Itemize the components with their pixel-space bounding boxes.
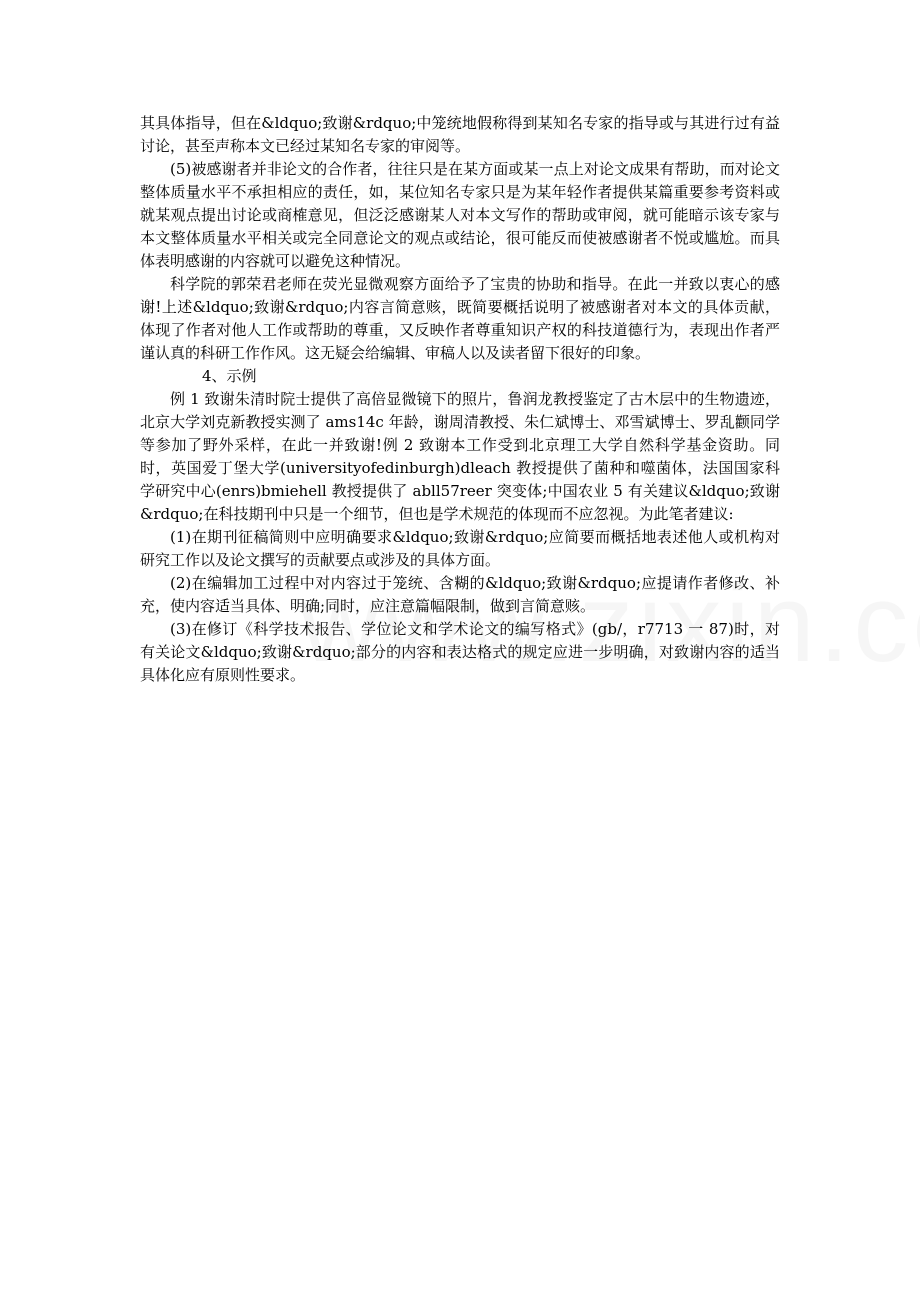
paragraph-suggestion-2: (2)在编辑加工过程中对内容过于笼统、含糊的&ldquo;致谢&rdquo;应提请作者修改、补充，使内容适当具体、明确;同时，应注意篇幅限制，做到言简意赅。 [140, 574, 780, 615]
paragraph-continuation: 其具体指导，但在&ldquo;致谢&rdquo;中笼统地假称得到某知名专家的指导或与其进行过有益讨论，甚至声称本文已经过某知名专家的审阅等。 [140, 114, 780, 155]
paragraph-suggestion-3: (3)在修订《科学技术报告、学位论文和学术论文的编写格式》(gb/，r7713 一 87)时，对有关论文&ldquo;致谢&rdquo;部分的内容和表达格式的规定应进一步明确，对致谢内容的适当具体化应有原则性要求。 [140, 620, 780, 684]
paragraph-suggestion-1: (1)在期刊征稿简则中应明确要求&ldquo;致谢&rdquo;应简要而概括地表述他人或机构对研究工作以及论文撰写的贡献要点或涉及的具体方面。 [140, 528, 780, 569]
section-heading-examples: 4、示例 [202, 367, 257, 385]
paragraph-acknowledgement-comment: 科学院的郭荣君老师在荧光显微观察方面给予了宝贵的协助和指导。在此一并致以衷心的感谢!上述&ldquo;致谢&rdquo;内容言简意赅，既简要概括说明了被感谢者对本文的具体贡献，体现了作者对他人工作或帮助的尊重，又反映作者尊重知识产权的科技道德行为，表现出作者严谨认真的科研工作作风。这无疑会给编辑、审稿人以及读者留下很好的印象。 [140, 275, 780, 362]
document-body [140, 112, 780, 687]
paragraph-item-5: (5)被感谢者并非论文的合作者，往往只是在某方面或某一点上对论文成果有帮助，而对论文整体质量水平不承担相应的责任，如，某位知名专家只是为某年轻作者提供某篇重要参考资料或就某观点提出讨论或商榷意见，但泛泛感谢某人对本文写作的帮助或审阅，就可能暗示该专家与本文整体质量水平相关或完全同意论文的观点或结论，很可能反而使被感谢者不悦或尴尬。而具体表明感谢的内容就可以避免这种情况。 [140, 160, 780, 270]
paragraph-examples: 例 1 致谢朱清时院士提供了高倍显微镜下的照片，鲁润龙教授鉴定了古木层中的生物遗迹，北京大学刘克新教授实测了 ams14c 年龄，谢周清教授、朱仁斌博士、邓雪斌博士、罗乱颧同学等参加了野外采样，在此一并致谢!例 2 致谢本工作受到北京理工大学自然科学基金资助。同时，英国爱丁堡大学(universityofedinburgh)dleach 教授提供了菌种和噬菌体，法国国家科学研究中心(enrs)bmiehell 教授提供了 abll57reer 突变体;中国农业 5 有关建议&ldquo;致谢&rdquo;在科技期刊中只是一个细节，但也是学术规范的体现而不应忽视。为此笔者建议: [140, 390, 780, 523]
